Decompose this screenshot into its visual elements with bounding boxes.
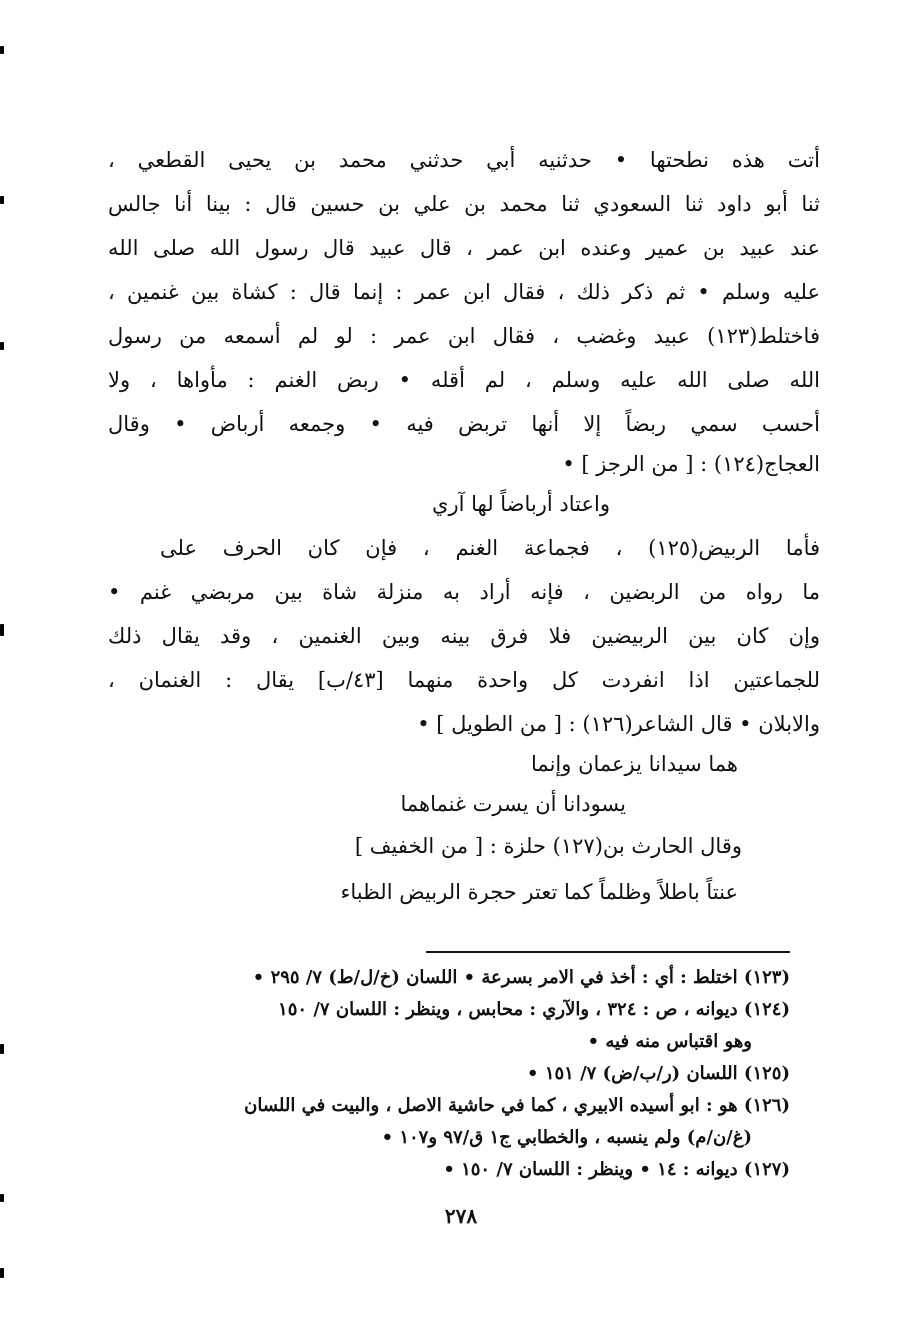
footnote-continuation: (غ/ن/م) ولم ينسبه ، والخطابي ج١ ق/٩٧ و١٠٧ • [381,1127,752,1148]
verse-line: واعتاد أرباضاً لها آري [432,492,610,516]
verse-line: يسودانا أن يسرت غنماهما [400,792,626,816]
scan-margin-mark [0,1268,4,1278]
footnote: (١٢٥) اللسان (ر/ب/ض) ٧/ ١٥١ • [527,1063,790,1084]
footnote: (١٢٤) ديوانه ، ص : ٣٢٤ ، والآري : محابس ، وينظر : اللسان ٧/ ١٥٠ [278,999,790,1020]
verse-line: عنتاً باطلاً وظلماً كما تعتر حجرة الربيض الظباء [340,880,738,904]
verse-line: هما سيدانا يزعمان وإنما [531,752,738,776]
footnote: (١٢٧) ديوانه : ١٤ • وينظر : اللسان ٧/ ١٥٠ • [443,1159,790,1180]
scan-margin-mark [0,624,4,636]
text-line: للجماعتين اذا انفردت كل واحدة منهما [٤٣/ب] يقال : الغنمان ، [108,668,820,692]
footnote-continuation: وهو اقتباس منه فيه • [587,1031,752,1052]
text-line: أحسب سمي ربضاً إلا أنها تربض فيه • وجمعه أرباض • وقال [108,412,820,436]
scan-margin-mark [0,342,4,350]
text-line: الله صلى الله عليه وسلم ، لم أقله • ربض الغنم : مأواها ، ولا [108,368,820,392]
text-line-last: والابلان • قال الشاعر(١٢٦) : [ من الطويل ] • [417,712,820,736]
text-line: عند عبيد بن عمير وعنده ابن عمر ، قال عبيد قال رسول الله صلى الله [108,236,820,260]
verse-intro: وقال الحارث بن(١٢٧) حلزة : [ من الخفيف ] [354,834,742,858]
text-line: أتت هذه نطحتها • حدثنيه أبي حدثني محمد بن يحيى القطعي ، [108,148,820,172]
scan-margin-mark [0,196,4,204]
scan-margin-mark [0,46,4,54]
text-line: وإن كان بين الربيضين فلا فرق بينه وبين الغنمين ، وقد يقال ذلك [108,624,820,648]
text-line: ثنا أبو داود ثنا السعودي ثنا محمد بن علي بن حسين قال : بينا أنا جالس [108,192,820,216]
scan-margin-mark [0,1044,4,1054]
text-line: عليه وسلم • ثم ذكر ذلك ، فقال ابن عمر : إنما قال : كشاة بين غنمين ، [108,280,820,304]
footnote: (١٢٦) هو : ابو أسيده الابيري ، كما في حاشية الاصل ، والبيت في اللسان [244,1095,790,1116]
footnote-separator [426,951,790,953]
text-line: ما رواه من الربضين ، فإنه أراد به منزلة شاة بين مربضي غنم • [108,580,820,604]
scan-margin-mark [0,1194,4,1202]
footnote: (١٢٣) اختلط : أي : أخذ في الامر بسرعة • اللسان (خ/ل/ط) ٧/ ٢٩٥ • [252,967,790,988]
text-line: فأما الربيض(١٢٥) ، فجماعة الغنم ، فإن كان الحرف على [160,536,820,560]
page-number: ٢٧٨ [444,1204,478,1228]
text-line-last: العجاج(١٢٤) : [ من الرجز ] • [562,452,820,476]
text-line: فاختلط(١٢٣) عبيد وغضب ، فقال ابن عمر : لو لم أسمعه من رسول [108,324,820,348]
